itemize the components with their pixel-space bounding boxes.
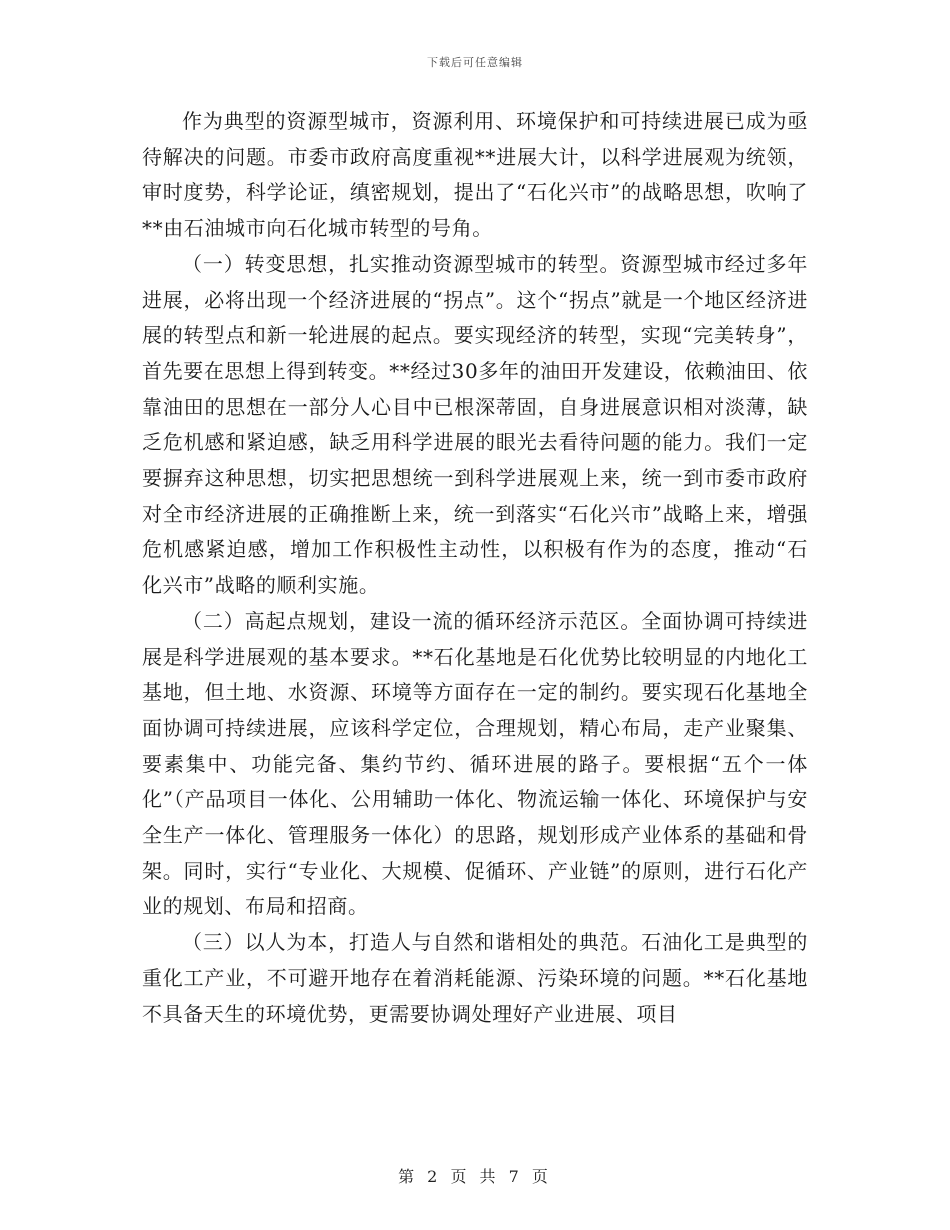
paragraph-section-1: （一）转变思想，扎实推动资源型城市的转型。资源型城市经过多年进展，必将出现一个经济进展的“拐点”。这个“拐点”就是一个地区经济进展的转型点和新一轮进展的起点。要实现经济的转型，实现“完美转身”，首先要在思想上得到转变。**经过30多年的油田开发建设，依赖油田、依靠油田的思想在一部分人心目中已根深蒂固，自身进展意识相对淡薄，缺乏危机感和紧迫感，缺乏用科学进展的眼光去看待问题的能力。我们一定要摒弃这种思想，切实把思想统一到科学进展观上来，统一到市委市政府对全市经济进展的正确推断上来，统一到落实“石化兴市”战略上来，增强危机感紧迫感，增加工作积极性主动性，以积极有作为的态度，推动“石化兴市”战略的顺利实施。	[142, 251, 808, 598]
page-header-note: 下载后可任意编辑	[427, 56, 523, 69]
page-number-footer: 第 2 页 共 7 页	[398, 1167, 552, 1186]
paragraph-section-2: （二）高起点规划，建设一流的循环经济示范区。全面协调可持续进展是科学进展观的基本要求。**石化基地是石化优势比较明显的内地化工基地，但土地、水资源、环境等方面存在一定的制约。要实现石化基地全面协调可持续进展，应该科学定位，合理规划，精心布局，走产业聚集、要素集中、功能完备、集约节约、循环进展的路子。要根据“五个一体化”（产品项目一体化、公用辅助一体化、物流运输一体化、环境保护与安全生产一体化、管理服务一体化）的思路，规划形成产业体系的基础和骨架。同时，实行“专业化、大规模、促循环、产业链”的原则，进行石化产业的规划、布局和招商。	[142, 608, 808, 919]
paragraph-intro: 作为典型的资源型城市，资源利用、环境保护和可持续进展已成为亟待解决的问题。市委市政府高度重视**进展大计，以科学进展观为统领，审时度势，科学论证，缜密规划，提出了“石化兴市”的战略思想，吹响了**由石油城市向石化城市转型的号角。	[142, 109, 808, 241]
paragraph-section-3: （三）以人为本，打造人与自然和谐相处的典范。石油化工是典型的重化工产业，不可避开地存在着消耗能源、污染环境的问题。**石化基地不具备天生的环境优势，更需要协调处理好产业进展、项目	[142, 930, 808, 1026]
document-body	[142, 104, 808, 1032]
